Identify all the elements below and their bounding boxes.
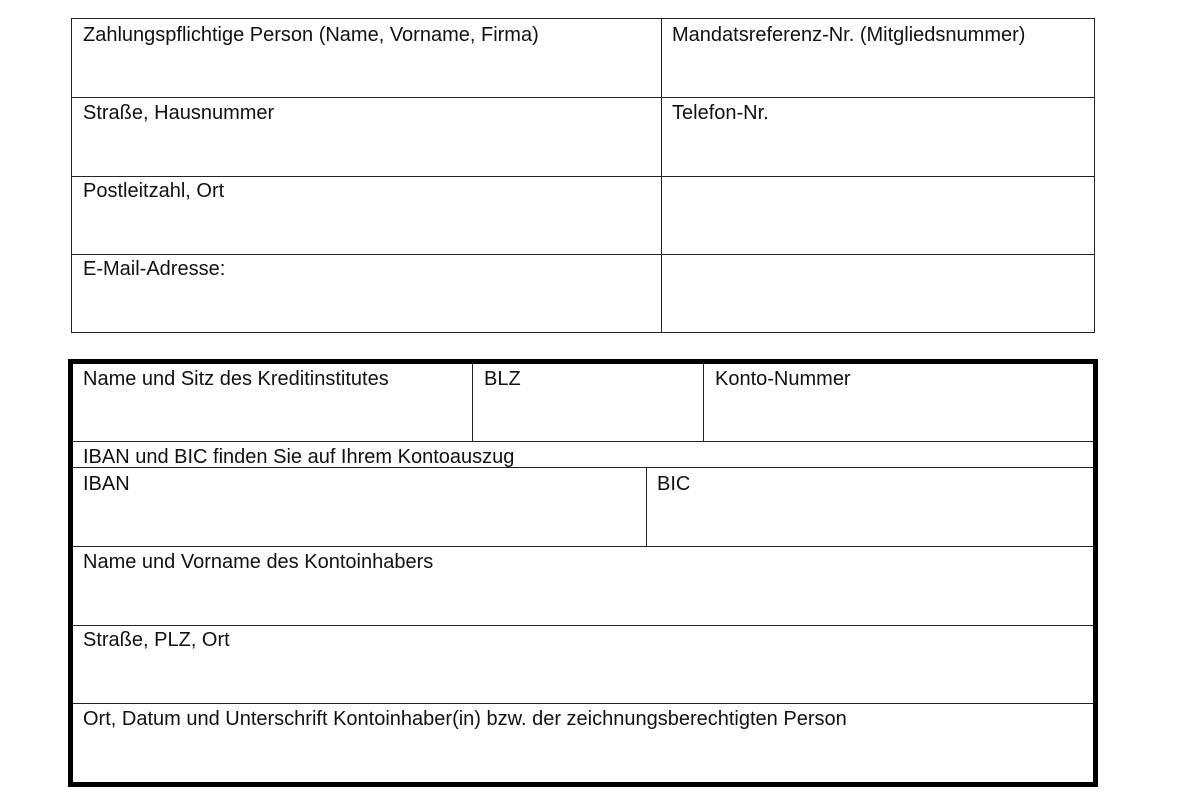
row-divider [73,441,1093,442]
iban-field[interactable]: IBAN [83,473,130,495]
column-divider [472,364,473,441]
row-divider [73,546,1093,547]
row-divider [72,254,1094,255]
phone-field[interactable]: Telefon-Nr. [672,102,769,124]
holder-address-field[interactable]: Straße, PLZ, Ort [83,629,230,651]
row-divider [73,625,1093,626]
postal-code-city-field[interactable]: Postleitzahl, Ort [83,180,225,202]
row-divider [72,97,1094,98]
blz-field[interactable]: BLZ [484,368,521,390]
account-number-field[interactable]: Konto-Nummer [715,368,851,390]
account-holder-field[interactable]: Name und Vorname des Kontoinhabers [83,551,434,573]
row-divider [72,176,1094,177]
column-divider [646,467,647,546]
row-divider [73,703,1093,704]
email-field[interactable]: E-Mail-Adresse: [83,258,226,280]
payer-name-field[interactable]: Zahlungspflichtige Person (Name, Vorname, Firma) [83,24,539,46]
column-divider [703,364,704,441]
mandate-reference-field[interactable]: Mandatsreferenz-Nr. (Mitgliedsnummer) [672,24,1026,46]
street-field[interactable]: Straße, Hausnummer [83,102,275,124]
iban-bic-hint: IBAN und BIC finden Sie auf Ihrem Kontoauszug [83,446,515,468]
bic-field[interactable]: BIC [657,473,691,495]
signature-field[interactable]: Ort, Datum und Unterschrift Kontoinhaber(in) bzw. der zeichnungsberechtigten Person [83,708,847,730]
payer-details-table [71,18,1095,333]
bank-name-field[interactable]: Name und Sitz des Kreditinstitutes [83,368,389,390]
bank-details-table [68,359,1098,787]
